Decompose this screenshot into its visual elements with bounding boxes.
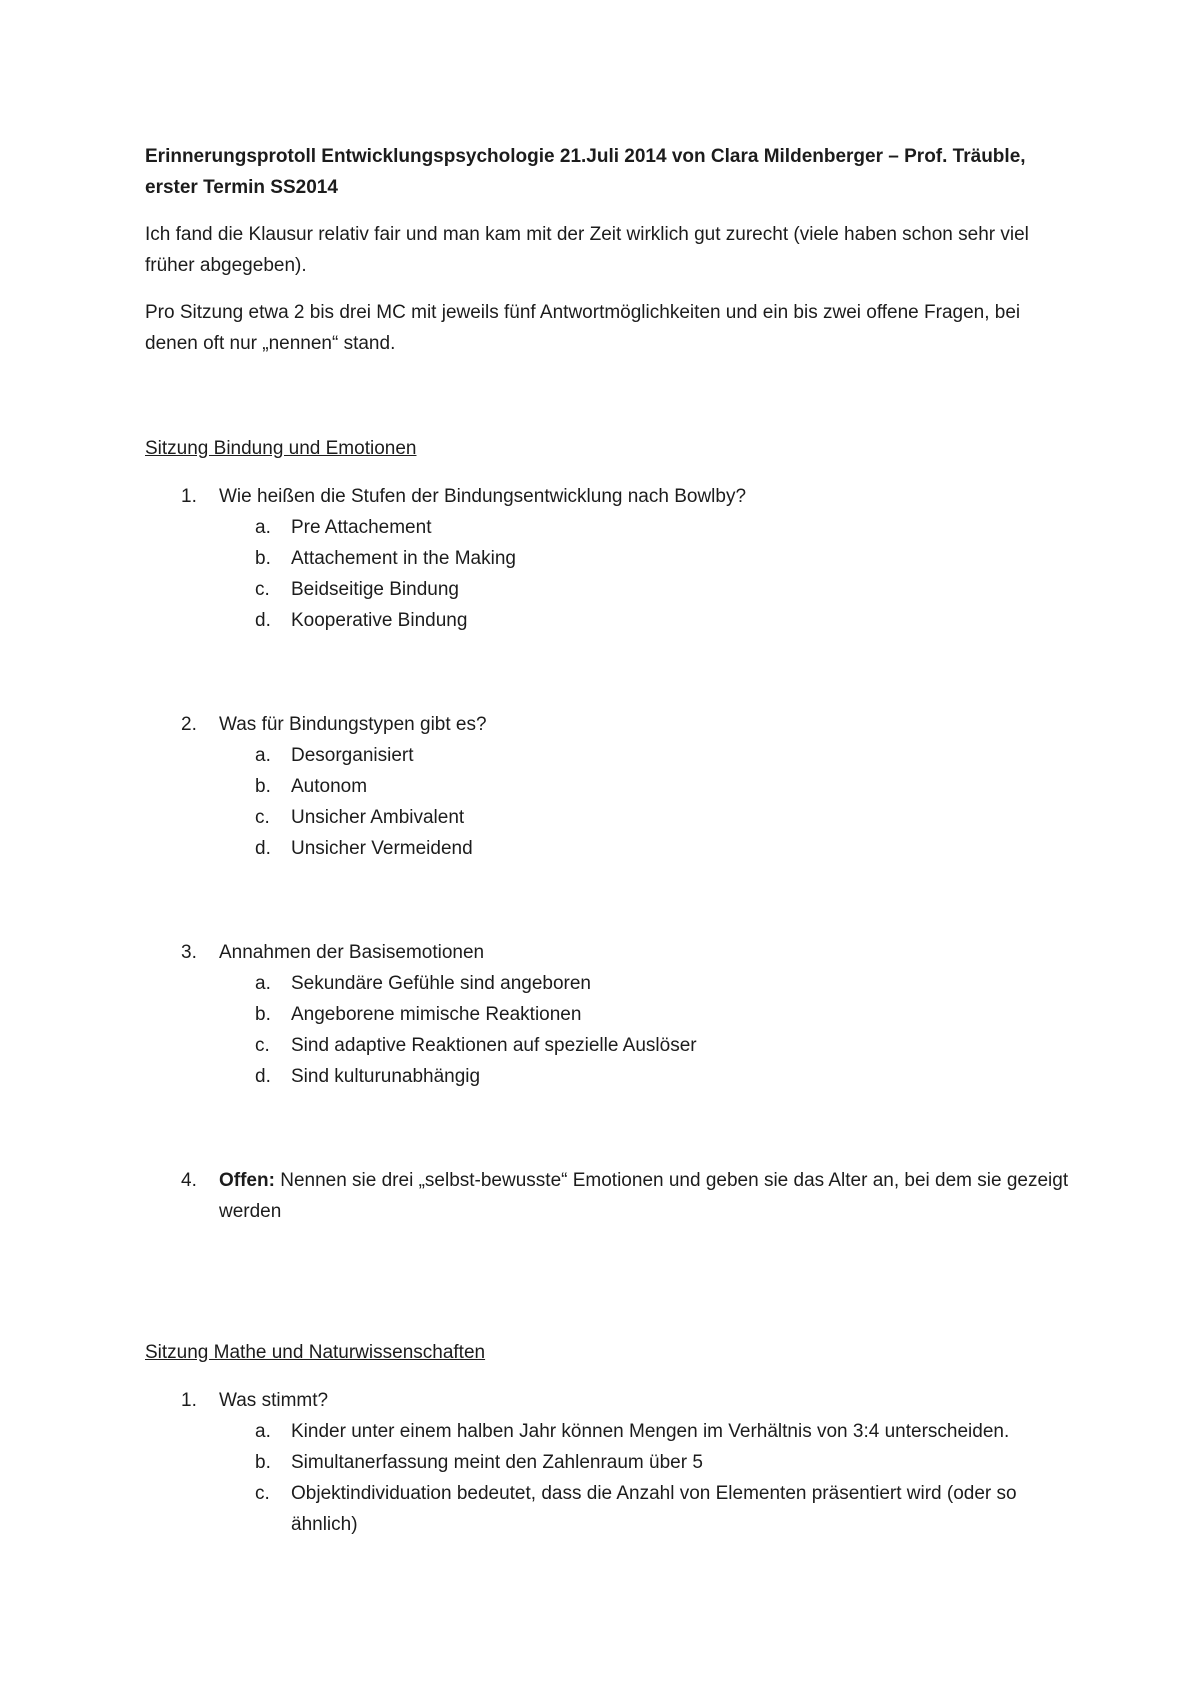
answer-label: c. xyxy=(255,1035,270,1056)
answer-text: Pre Attachement xyxy=(291,517,432,538)
question-item xyxy=(145,481,1075,636)
answer-item xyxy=(145,999,1075,1030)
answer-list xyxy=(219,740,1075,864)
answer-item xyxy=(145,1030,1075,1061)
question-text: Was stimmt? xyxy=(219,1390,329,1411)
answer-text: Desorganisiert xyxy=(291,745,414,766)
answer-text: Objektindividuation bedeutet, dass die Anzahl von Elementen präsentiert wird (oder so ähnlich) xyxy=(291,1483,1017,1535)
answer-text: Beidseitige Bindung xyxy=(291,579,459,600)
answer-label: c. xyxy=(255,807,270,828)
answer-text: Angeborene mimische Reaktionen xyxy=(291,1004,582,1025)
answer-text: Unsicher Ambivalent xyxy=(291,807,465,828)
answer-list xyxy=(219,968,1075,1092)
answer-list xyxy=(219,512,1075,636)
answer-label: b. xyxy=(255,776,271,797)
question-text: Annahmen der Basisemotionen xyxy=(219,942,485,963)
section-heading: Sitzung Mathe und Naturwissenschaften xyxy=(145,1342,486,1363)
answer-item xyxy=(145,802,1075,833)
question-list xyxy=(145,481,1075,1227)
answer-item xyxy=(145,1478,1075,1540)
answer-label: b. xyxy=(255,1452,271,1473)
answer-item xyxy=(145,512,1075,543)
answer-label: a. xyxy=(255,1421,271,1442)
intro-paragraph-1: Ich fand die Klausur relativ fair und man kam mit der Zeit wirklich gut zurecht (viele haben schon sehr viel früher abgegeben). xyxy=(145,224,1029,276)
answer-label: a. xyxy=(255,745,271,766)
section-heading: Sitzung Bindung und Emotionen xyxy=(145,438,417,459)
intro-paragraph-2: Pro Sitzung etwa 2 bis drei MC mit jeweils fünf Antwortmöglichkeiten und ein bis zwei offene Fragen, bei denen oft nur „nennen“ stand. xyxy=(145,302,1021,354)
answer-item xyxy=(145,1447,1075,1478)
answer-item xyxy=(145,740,1075,771)
answer-item xyxy=(145,833,1075,864)
answer-list xyxy=(219,1416,1075,1540)
answer-text: Sekundäre Gefühle sind angeboren xyxy=(291,973,592,994)
answer-label: a. xyxy=(255,973,271,994)
answer-label: c. xyxy=(255,579,270,600)
question-item xyxy=(145,1165,1075,1227)
section-bindung-emotionen xyxy=(145,433,1075,1227)
answer-label: b. xyxy=(255,1004,271,1025)
answer-item xyxy=(145,1061,1075,1092)
answer-text: Kinder unter einem halben Jahr können Mengen im Verhältnis von 3:4 unterscheiden. xyxy=(291,1421,1010,1442)
answer-item xyxy=(145,574,1075,605)
answer-item xyxy=(145,968,1075,999)
question-item xyxy=(145,937,1075,1092)
answer-label: a. xyxy=(255,517,271,538)
question-number: 1. xyxy=(181,1390,197,1411)
document-title: Erinnerungsprotoll Entwicklungspsychologie 21.Juli 2014 von Clara Mildenberger – Prof. Träuble, erster Termin SS2014 xyxy=(145,146,1026,198)
question-number: 2. xyxy=(181,714,197,735)
answer-label: d. xyxy=(255,1066,271,1087)
document-page xyxy=(145,141,1075,1540)
question-list xyxy=(145,1385,1075,1540)
answer-text: Kooperative Bindung xyxy=(291,610,468,631)
answer-item xyxy=(145,771,1075,802)
answer-item xyxy=(145,543,1075,574)
answer-label: b. xyxy=(255,548,271,569)
answer-item xyxy=(145,605,1075,636)
answer-text: Simultanerfassung meint den Zahlenraum über 5 xyxy=(291,1452,703,1473)
answer-text: Sind adaptive Reaktionen auf spezielle Auslöser xyxy=(291,1035,697,1056)
answer-text: Autonom xyxy=(291,776,368,797)
question-number: 1. xyxy=(181,486,197,507)
answer-text: Unsicher Vermeidend xyxy=(291,838,473,859)
question-item xyxy=(145,709,1075,864)
question-number: 3. xyxy=(181,942,197,963)
question-item xyxy=(145,1385,1075,1540)
open-question-prefix: Offen: xyxy=(219,1170,275,1191)
question-text: Nennen sie drei „selbst-bewusste“ Emotionen und geben sie das Alter an, bei dem sie gezeigt werden xyxy=(219,1170,1069,1222)
question-text: Wie heißen die Stufen der Bindungsentwicklung nach Bowlby? xyxy=(219,486,747,507)
question-number: 4. xyxy=(181,1170,197,1191)
section-mathe-naturwissenschaften xyxy=(145,1337,1075,1540)
answer-item xyxy=(145,1416,1075,1447)
answer-label: d. xyxy=(255,838,271,859)
answer-text: Sind kulturunabhängig xyxy=(291,1066,481,1087)
question-text: Was für Bindungstypen gibt es? xyxy=(219,714,487,735)
answer-label: d. xyxy=(255,610,271,631)
answer-label: c. xyxy=(255,1483,270,1504)
answer-text: Attachement in the Making xyxy=(291,548,516,569)
